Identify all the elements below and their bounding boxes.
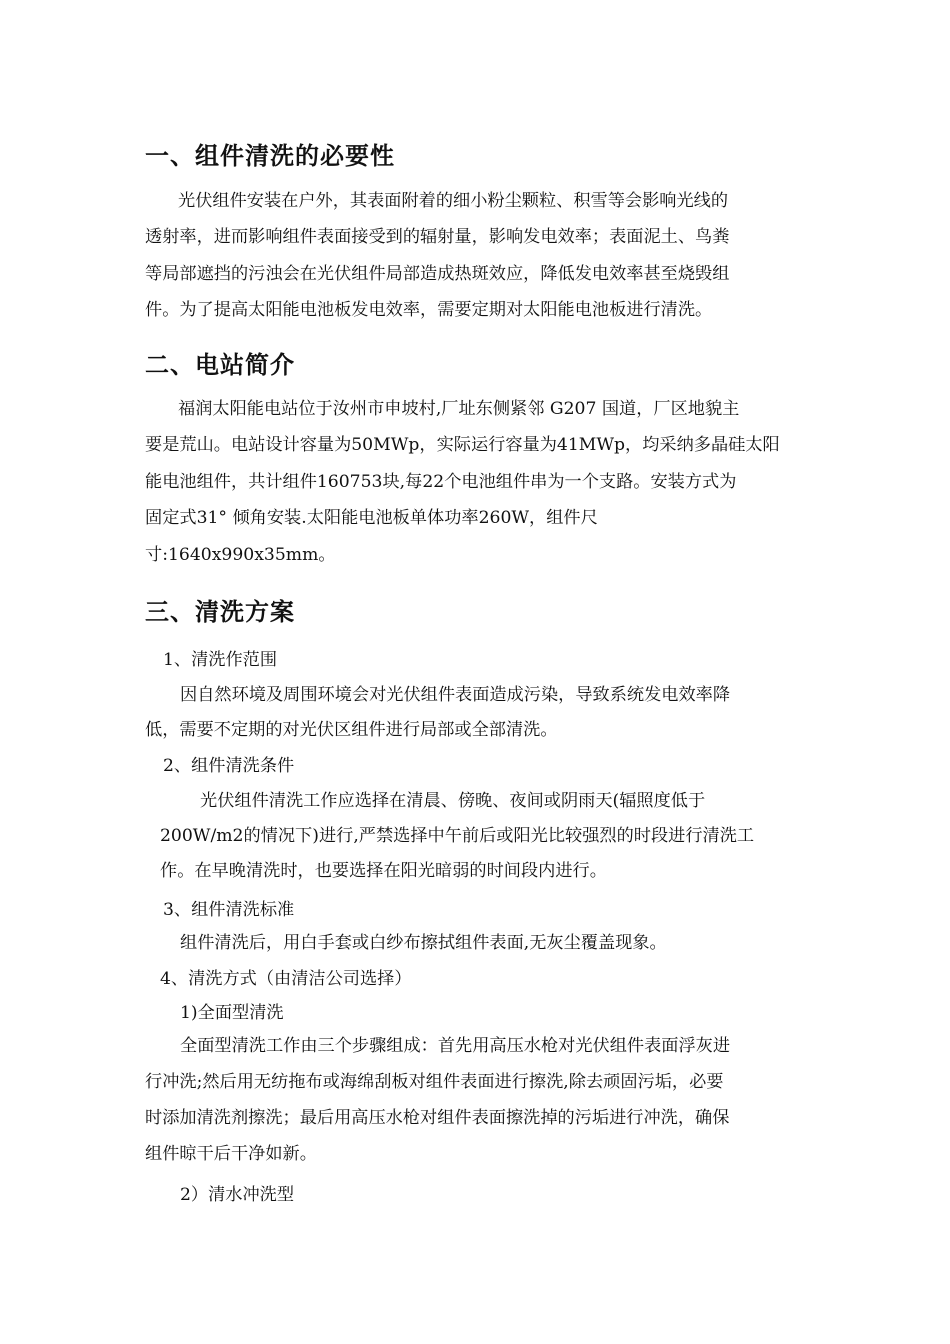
paragraph-line: 行冲洗;然后用无纺拖布或海绵刮板对组件表面进行擦洗,除去顽固污垢，必要 (145, 1072, 724, 1092)
section-heading-necessity: 一、组件清洗的必要性 (145, 142, 395, 170)
item-title: 2、组件清洗条件 (163, 756, 295, 776)
paragraph-line: 要是荒山。电站设计容量为50MWp，实际运行容量为41MWp，均采纳多晶硅太阳 (145, 435, 780, 455)
paragraph-line: 件。为了提高太阳能电池板发电效率，需要定期对太阳能电池板进行清洗。 (145, 300, 713, 320)
section-heading-station-intro: 二、电站简介 (145, 351, 295, 379)
paragraph-line: 因自然环境及周围环境会对光伏组件表面造成污染，导致系统发电效率降 (180, 685, 731, 705)
paragraph-line: 等局部遮挡的污浊会在光伏组件局部造成热斑效应，降低发电效率甚至烧毁组 (145, 264, 730, 284)
paragraph-line: 组件晾干后干净如新。 (145, 1144, 317, 1164)
sub-item-title: 1)全面型清洗 (180, 1003, 284, 1023)
sub-item-title: 2）清水冲洗型 (180, 1185, 295, 1205)
paragraph-line: 全面型清洗工作由三个步骤组成：首先用高压水枪对光伏组件表面浮灰进 (180, 1036, 731, 1056)
section-heading-cleaning-plan: 三、清洗方案 (145, 598, 295, 626)
paragraph-line: 光伏组件清洗工作应选择在清晨、傍晚、夜间或阴雨天(辐照度低于 (200, 791, 706, 811)
paragraph-line: 能电池组件，共计组件160753块,每22个电池组件串为一个支路。安装方式为 (145, 472, 737, 492)
item-title: 3、组件清洗标准 (163, 900, 295, 920)
paragraph-line: 组件清洗后，用白手套或白纱布擦拭组件表面,无灰尘覆盖现象。 (180, 933, 667, 953)
paragraph-line: 作。在早晚清洗时，也要选择在阳光暗弱的时间段内进行。 (160, 861, 607, 881)
paragraph-line: 寸:1640x990x35mm。 (145, 545, 336, 565)
paragraph-line: 光伏组件安装在户外，其表面附着的细小粉尘颗粒、积雪等会影响光线的 (178, 191, 729, 211)
paragraph-line: 固定式31° 倾角安装.太阳能电池板单体功率260W，组件尺 (145, 508, 598, 528)
paragraph-line: 透射率，进而影响组件表面接受到的辐射量，影响发电效率；表面泥土、鸟粪 (145, 227, 730, 247)
item-title: 1、清洗作范围 (163, 650, 278, 670)
paragraph-line: 200W/m2的情况下)进行,严禁选择中午前后或阳光比较强烈的时段进行清洗工 (160, 826, 755, 846)
item-title: 4、清洗方式（由清洁公司选择） (160, 969, 412, 989)
paragraph-line: 低，需要不定期的对光伏区组件进行局部或全部清洗。 (145, 720, 558, 740)
paragraph-line: 时添加清洗剂擦洗；最后用高压水枪对组件表面擦洗掉的污垢进行冲洗，确保 (145, 1108, 730, 1128)
paragraph-line: 福润太阳能电站位于汝州市申坡村,厂址东侧紧邻 G207 国道，厂区地貌主 (178, 399, 740, 419)
